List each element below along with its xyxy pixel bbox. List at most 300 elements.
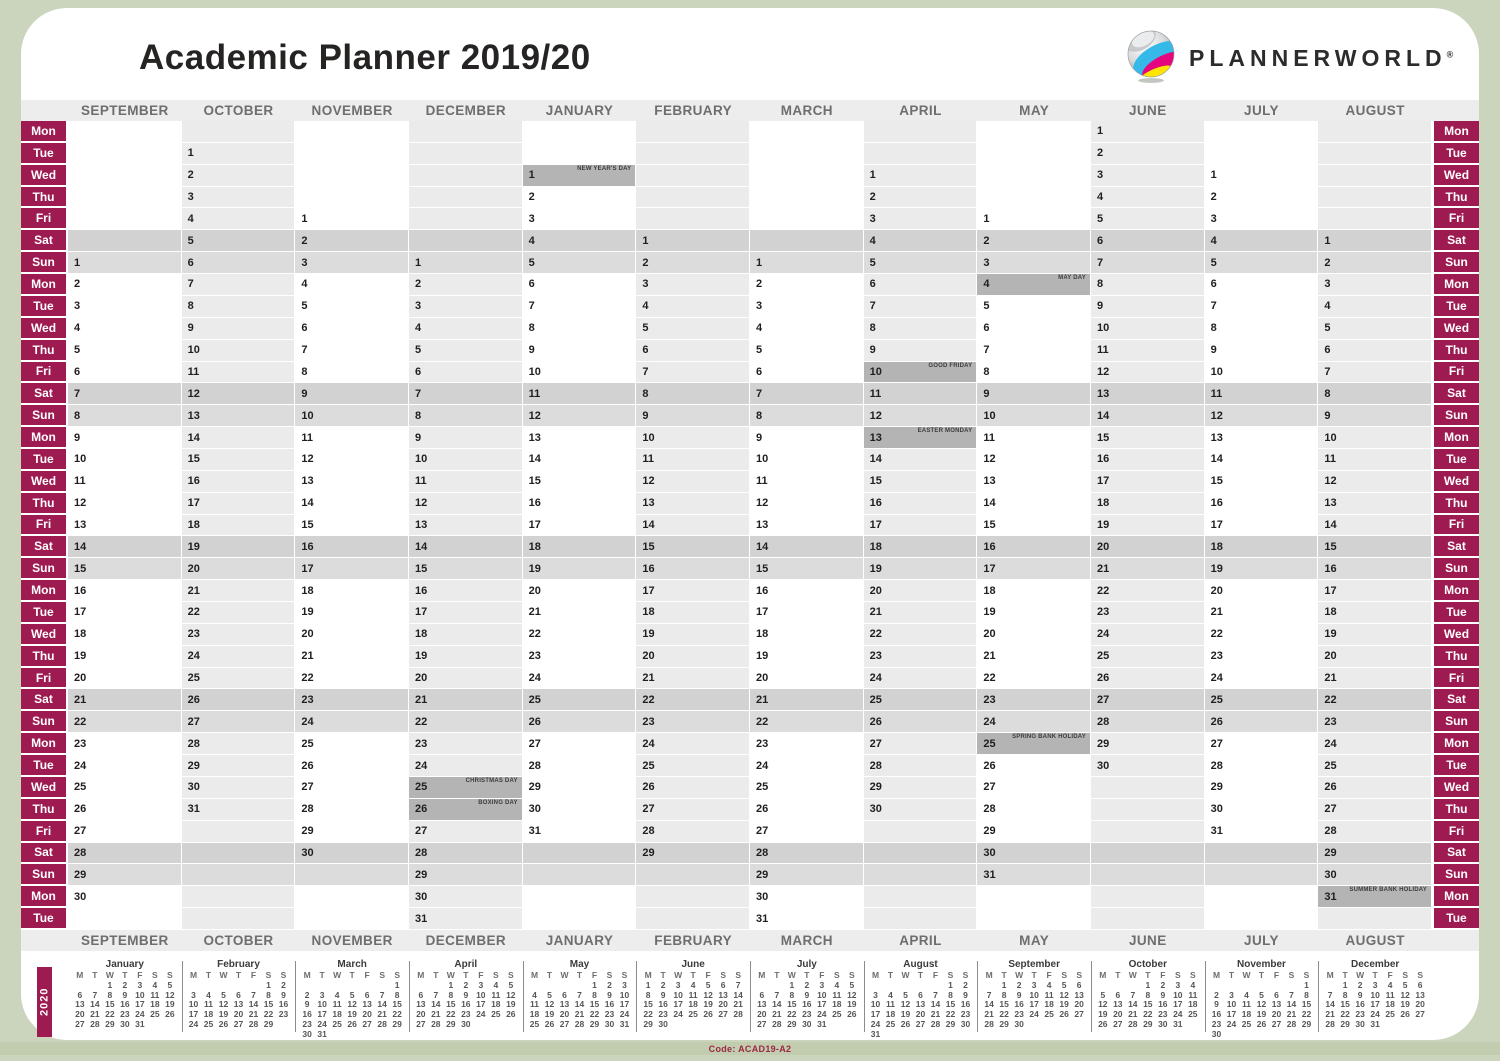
- mini-day-number: 20: [1415, 999, 1425, 1010]
- mini-weekday-label: S: [606, 970, 613, 980]
- day-cell: [977, 340, 1091, 362]
- day-cell: [636, 449, 750, 471]
- day-cell: [409, 536, 523, 558]
- day-number: 14: [869, 453, 882, 466]
- mini-weekday-label: M: [758, 970, 766, 980]
- day-cell: [182, 864, 296, 886]
- day-cell: [409, 777, 523, 799]
- day-cell: [68, 405, 182, 427]
- day-cell: [523, 536, 637, 558]
- day-cell: [977, 405, 1091, 427]
- mini-weekday-label: T: [319, 970, 325, 980]
- mini-weekday-label: S: [962, 970, 969, 980]
- day-cell: [409, 515, 523, 537]
- mini-day-number: 22: [1143, 1009, 1153, 1020]
- mini-weekday-label: S: [1417, 970, 1423, 980]
- day-cell: [68, 274, 182, 296]
- day-number: 29: [301, 825, 314, 838]
- day-number: 10: [755, 453, 769, 466]
- day-number: 19: [755, 650, 769, 663]
- day-number: 25: [755, 781, 769, 794]
- day-cell: [1205, 362, 1319, 384]
- month-header-label: MAY: [1019, 103, 1050, 118]
- mini-day-number: [1254, 1030, 1269, 1040]
- day-cell: [182, 558, 296, 580]
- day-row-label-left: Sun: [21, 864, 68, 886]
- day-number: 12: [187, 387, 200, 400]
- mini-day-number: 25: [150, 1009, 160, 1020]
- mini-day-number: 26: [506, 1009, 516, 1020]
- day-number: 29: [74, 868, 87, 881]
- day-cell: [864, 821, 978, 843]
- mini-day-number: 30: [802, 1018, 812, 1029]
- mini-weekday-label: T: [1031, 970, 1037, 980]
- day-row-label-right: Wed: [1432, 318, 1479, 340]
- day-number: 12: [74, 497, 87, 510]
- day-number: 29: [869, 781, 882, 794]
- mini-day-number: 29: [263, 1018, 274, 1029]
- mini-day-number: 19: [544, 1009, 555, 1020]
- mini-day-number: 23: [1158, 1009, 1168, 1020]
- mini-weekday-label: S: [379, 970, 385, 980]
- day-number: 24: [1324, 737, 1337, 750]
- day-cell: [1318, 908, 1432, 930]
- mini-weekday-label: S: [833, 970, 840, 980]
- mini-day-number: 16: [278, 999, 289, 1010]
- day-number: 15: [74, 562, 87, 575]
- mini-day-number: 5: [349, 989, 355, 1000]
- day-cell: [977, 362, 1091, 384]
- mini-day-number: 3: [191, 989, 196, 1000]
- day-row-label-left: Thu: [21, 187, 68, 209]
- day-number: 22: [528, 628, 541, 641]
- day-row-label-right: Wed: [1432, 777, 1479, 799]
- day-cell: [1091, 427, 1205, 449]
- mini-day-number: 8: [789, 989, 795, 1000]
- day-cell: [636, 340, 750, 362]
- mini-day-number: 19: [506, 999, 516, 1010]
- mini-day-number: 3: [1031, 979, 1037, 990]
- day-number: 2: [528, 191, 535, 204]
- mini-weekday-label: T: [1372, 970, 1378, 980]
- day-cell: [523, 668, 637, 690]
- day-cell: [636, 121, 750, 143]
- mini-day-number: 4: [493, 979, 499, 990]
- day-number: 10: [1096, 322, 1110, 335]
- day-number: 10: [74, 453, 87, 466]
- day-number: 19: [642, 628, 655, 641]
- day-number: 18: [1324, 606, 1337, 619]
- mini-day-number: 28: [1325, 1018, 1335, 1029]
- mini-day-number: 13: [757, 999, 767, 1010]
- mini-day-number: 26: [1256, 1018, 1267, 1029]
- mini-day-number: 12: [703, 989, 713, 1000]
- day-cell: [295, 864, 409, 886]
- day-cell: [295, 755, 409, 777]
- mini-day-number: 18: [150, 999, 160, 1010]
- holiday-label: SUMMER BANK HOLIDAY: [1349, 887, 1427, 894]
- mini-day-number: 12: [847, 989, 857, 1000]
- day-number: 10: [187, 344, 200, 357]
- day-cell: [864, 908, 978, 930]
- day-number: 14: [74, 540, 87, 553]
- day-number: 5: [187, 234, 194, 247]
- mini-weekday-label: T: [1228, 970, 1235, 980]
- day-cell: [977, 143, 1091, 165]
- day-cell: [409, 362, 523, 384]
- day-number: 9: [187, 322, 194, 335]
- mini-day-number: [1299, 1030, 1314, 1040]
- day-cell: [68, 799, 182, 821]
- mini-day-number: [360, 1030, 375, 1040]
- mini-weekday-label: T: [463, 970, 469, 980]
- mini-day-number: [686, 1020, 701, 1030]
- mini-day-number: 6: [1076, 979, 1082, 990]
- day-cell: [1318, 602, 1432, 624]
- mini-day-number: [330, 1030, 345, 1040]
- mini-day-number: 9: [304, 999, 310, 1010]
- day-number: 21: [187, 584, 200, 597]
- day-number: 4: [642, 300, 649, 313]
- day-number: 2: [301, 234, 308, 247]
- mini-day-number: 4: [834, 979, 840, 990]
- day-cell: [1205, 405, 1319, 427]
- mini-day-number: 22: [999, 1009, 1009, 1020]
- day-cell: [523, 646, 637, 668]
- day-row-label-left: Sun: [21, 558, 68, 580]
- day-cell: [182, 536, 296, 558]
- mini-month: [1318, 953, 1432, 1040]
- mini-weekday-label: F: [1160, 970, 1166, 980]
- month-header-label: NOVEMBER: [311, 933, 393, 948]
- mini-day-number: 15: [999, 999, 1009, 1010]
- day-number: 21: [74, 693, 87, 706]
- day-cell: [295, 143, 409, 165]
- day-row-label-left: Mon: [21, 427, 68, 449]
- day-cell: [1091, 733, 1205, 755]
- day-cell: [636, 668, 750, 690]
- day-number: 22: [187, 606, 200, 619]
- mini-day-number: 18: [1385, 999, 1395, 1010]
- day-cell: [523, 886, 637, 908]
- day-number: 3: [528, 212, 535, 225]
- day-number: 29: [1096, 737, 1110, 750]
- day-cell: [1318, 165, 1432, 187]
- day-cell: [182, 602, 296, 624]
- day-cell: [1318, 711, 1432, 733]
- mini-month-grid: [1091, 971, 1205, 1030]
- mini-day-number: 25: [885, 1018, 896, 1029]
- day-number: 5: [869, 256, 876, 269]
- day-number: 9: [755, 431, 763, 444]
- day-number: 10: [983, 409, 996, 422]
- mini-day-number: 21: [248, 1009, 259, 1020]
- day-cell: [523, 187, 637, 209]
- day-cell: [977, 449, 1091, 471]
- day-number: 26: [869, 715, 882, 728]
- day-number: 18: [1096, 497, 1110, 510]
- day-cell: [523, 405, 637, 427]
- mini-weekday-label: S: [1189, 970, 1196, 980]
- day-number: 14: [642, 518, 655, 531]
- mini-day-number: 17: [476, 999, 486, 1010]
- mini-day-number: 29: [1143, 1018, 1153, 1029]
- day-number: 17: [1096, 475, 1110, 488]
- mini-day-number: 18: [1188, 999, 1198, 1010]
- mini-day-number: 12: [218, 999, 229, 1010]
- mini-weekday-label: T: [92, 970, 98, 980]
- day-cell: [523, 165, 637, 187]
- day-cell: [1318, 886, 1432, 908]
- day-cell: [182, 515, 296, 537]
- day-number: 29: [642, 846, 655, 859]
- band-corner-spacer: [21, 100, 68, 121]
- day-cell: [1318, 405, 1432, 427]
- mini-day-number: 21: [1325, 1009, 1335, 1020]
- day-cell: [409, 187, 523, 209]
- day-number: 31: [1210, 825, 1223, 838]
- mini-day-number: 1: [592, 979, 597, 990]
- day-cell: [1318, 383, 1432, 405]
- day-number: 11: [755, 475, 768, 488]
- day-cell: [750, 821, 864, 843]
- day-cell: [1205, 493, 1319, 515]
- day-number: 9: [1096, 300, 1104, 313]
- mini-day-number: 2: [804, 979, 810, 990]
- day-row-label-right: Tue: [1432, 296, 1479, 318]
- day-number: 14: [187, 431, 200, 444]
- day-cell: [68, 668, 182, 690]
- mini-weekday-label: S: [1288, 970, 1295, 980]
- day-cell: [1205, 536, 1319, 558]
- mini-day-number: 5: [1100, 989, 1106, 1000]
- mini-day-number: [1383, 1020, 1398, 1030]
- mini-day-number: 3: [137, 979, 143, 990]
- day-cell: [1205, 646, 1319, 668]
- mini-day-number: 8: [448, 989, 454, 1000]
- mini-month-title: December: [1350, 959, 1400, 970]
- mini-day-number: [928, 1030, 943, 1040]
- mini-day-number: 19: [1256, 1009, 1267, 1020]
- day-cell: [68, 755, 182, 777]
- mini-day-number: 7: [1130, 989, 1136, 1000]
- mini-day-number: 14: [574, 999, 585, 1010]
- day-number: 13: [1324, 497, 1337, 510]
- month-header-label: AUGUST: [1345, 933, 1405, 948]
- mini-day-number: 9: [1016, 989, 1022, 1000]
- day-cell: [295, 187, 409, 209]
- day-cell: [864, 886, 978, 908]
- mini-day-number: 14: [431, 999, 441, 1010]
- mini-day-number: 15: [787, 999, 797, 1010]
- day-cell: [1318, 252, 1432, 274]
- day-number: 16: [1210, 497, 1223, 510]
- month-header-label: DECEMBER: [425, 933, 507, 948]
- mini-day-number: 2: [963, 979, 968, 990]
- day-number: 6: [74, 365, 81, 378]
- day-number: 14: [983, 497, 996, 510]
- mini-day-number: [1224, 1030, 1239, 1040]
- day-number: 18: [74, 628, 87, 641]
- mini-day-number: 24: [817, 1009, 827, 1020]
- day-number: 15: [528, 475, 541, 488]
- mini-day-number: 11: [491, 989, 501, 1000]
- day-number: 28: [869, 759, 882, 772]
- mini-weekday-label: W: [219, 970, 228, 980]
- mini-weekday-label: M: [76, 970, 84, 980]
- day-cell: [1091, 799, 1205, 821]
- day-cell: [523, 843, 637, 865]
- day-cell: [523, 252, 637, 274]
- day-row-label-left: Wed: [21, 777, 68, 799]
- mini-month: [409, 953, 523, 1040]
- day-number: 11: [301, 431, 313, 444]
- footer-band: [0, 1042, 1500, 1055]
- mini-day-number: 4: [1046, 979, 1052, 990]
- mini-day-number: 15: [263, 999, 274, 1010]
- day-number: 7: [1210, 300, 1217, 313]
- day-number: 27: [642, 803, 655, 816]
- mini-day-number: 26: [900, 1018, 911, 1029]
- mini-day-number: 24: [1173, 1009, 1183, 1020]
- day-number: 15: [642, 540, 655, 553]
- mini-day-number: 27: [718, 1009, 728, 1020]
- day-number: 18: [414, 628, 428, 641]
- day-cell: [409, 427, 523, 449]
- mini-day-number: 4: [888, 989, 893, 1000]
- day-cell: [1318, 143, 1432, 165]
- day-cell: [864, 187, 978, 209]
- mini-day-number: [1027, 1020, 1042, 1030]
- day-cell: [1091, 296, 1205, 318]
- month-header-label: JUNE: [1129, 103, 1167, 118]
- mini-weekday-label: M: [303, 970, 311, 980]
- mini-month-grid: [182, 971, 296, 1030]
- month-header-label: MARCH: [780, 933, 833, 948]
- day-number: 28: [528, 759, 541, 772]
- day-number: 23: [642, 715, 655, 728]
- day-number: 1: [187, 147, 194, 160]
- day-cell: [295, 252, 409, 274]
- day-number: 6: [869, 278, 876, 291]
- day-number: 10: [528, 365, 541, 378]
- day-number: 15: [755, 562, 769, 575]
- day-cell: [864, 646, 978, 668]
- day-number: 24: [74, 759, 87, 772]
- mini-weekday-label: M: [644, 970, 652, 980]
- mini-month-grid: [68, 971, 182, 1030]
- mini-day-number: 14: [733, 989, 743, 1000]
- day-number: 25: [74, 781, 87, 794]
- day-number: 21: [1210, 606, 1223, 619]
- day-number: 25: [414, 781, 428, 794]
- mini-day-number: 17: [1370, 999, 1380, 1010]
- mini-day-number: 5: [1259, 989, 1264, 1000]
- strip-corner-spacer: [1432, 953, 1479, 1040]
- mini-day-number: 9: [804, 989, 810, 1000]
- mini-day-number: 28: [984, 1018, 994, 1029]
- day-cell: [409, 230, 523, 252]
- day-number: 25: [642, 759, 655, 772]
- day-cell: [1205, 383, 1319, 405]
- day-cell: [182, 318, 296, 340]
- mini-day-number: 28: [930, 1018, 941, 1029]
- day-number: 6: [755, 365, 763, 378]
- day-cell: [864, 515, 978, 537]
- day-cell: [182, 799, 296, 821]
- mini-day-number: 24: [673, 1009, 683, 1020]
- mini-day-number: 29: [105, 1018, 115, 1029]
- mini-day-number: 9: [122, 989, 128, 1000]
- day-row-label-left: Sat: [21, 689, 68, 711]
- mini-weekday-label: F: [1387, 970, 1393, 980]
- day-row-label-right: Mon: [1432, 427, 1479, 449]
- day-cell: [1205, 165, 1319, 187]
- mini-day-number: 5: [705, 979, 711, 990]
- day-cell: [523, 318, 637, 340]
- mini-day-number: 25: [203, 1018, 214, 1029]
- day-number: 20: [1324, 650, 1337, 663]
- day-cell: [68, 908, 182, 930]
- day-number: 5: [301, 300, 308, 313]
- day-number: 29: [755, 868, 769, 881]
- day-row-label-left: Fri: [21, 362, 68, 384]
- month-header-label: JULY: [1244, 103, 1279, 118]
- mini-day-number: 28: [574, 1018, 585, 1029]
- holiday-label: EASTER MONDAY: [917, 428, 973, 435]
- mini-day-number: 18: [491, 999, 501, 1010]
- day-cell: [295, 383, 409, 405]
- day-cell: [523, 143, 637, 165]
- day-number: 16: [869, 497, 882, 510]
- day-number: 27: [1324, 803, 1337, 816]
- mini-day-number: 10: [1173, 989, 1183, 1000]
- day-number: 18: [642, 606, 655, 619]
- day-cell: [523, 864, 637, 886]
- mini-day-number: 14: [90, 999, 100, 1010]
- mini-day-number: 1: [107, 979, 113, 990]
- day-row-label-left: Mon: [21, 121, 68, 143]
- day-cell: [1091, 449, 1205, 471]
- mini-day-number: 15: [1301, 999, 1312, 1010]
- day-row-label-right: Tue: [1432, 602, 1479, 624]
- mini-day-number: 30: [461, 1018, 471, 1029]
- mini-month-title: January: [105, 959, 144, 970]
- day-number: 2: [869, 191, 876, 204]
- mini-month-title: October: [1128, 959, 1167, 970]
- day-number: 1: [1210, 169, 1217, 182]
- day-cell: [523, 449, 637, 471]
- mini-day-number: 22: [446, 1009, 456, 1020]
- day-number: 25: [1210, 693, 1223, 706]
- day-cell: [864, 296, 978, 318]
- day-number: 28: [755, 846, 769, 859]
- day-cell: [68, 165, 182, 187]
- day-cell: [182, 252, 296, 274]
- day-cell: [1091, 908, 1205, 930]
- day-number: 17: [1324, 584, 1337, 597]
- day-number: 14: [1210, 453, 1223, 466]
- day-cell: [295, 121, 409, 143]
- day-cell: [1091, 143, 1205, 165]
- mini-day-number: 7: [735, 979, 741, 990]
- day-number: 3: [414, 300, 422, 313]
- day-cell: [636, 296, 750, 318]
- day-cell: [409, 405, 523, 427]
- mini-day-number: 5: [508, 979, 514, 990]
- day-number: 27: [869, 737, 882, 750]
- mini-day-number: 16: [120, 999, 130, 1010]
